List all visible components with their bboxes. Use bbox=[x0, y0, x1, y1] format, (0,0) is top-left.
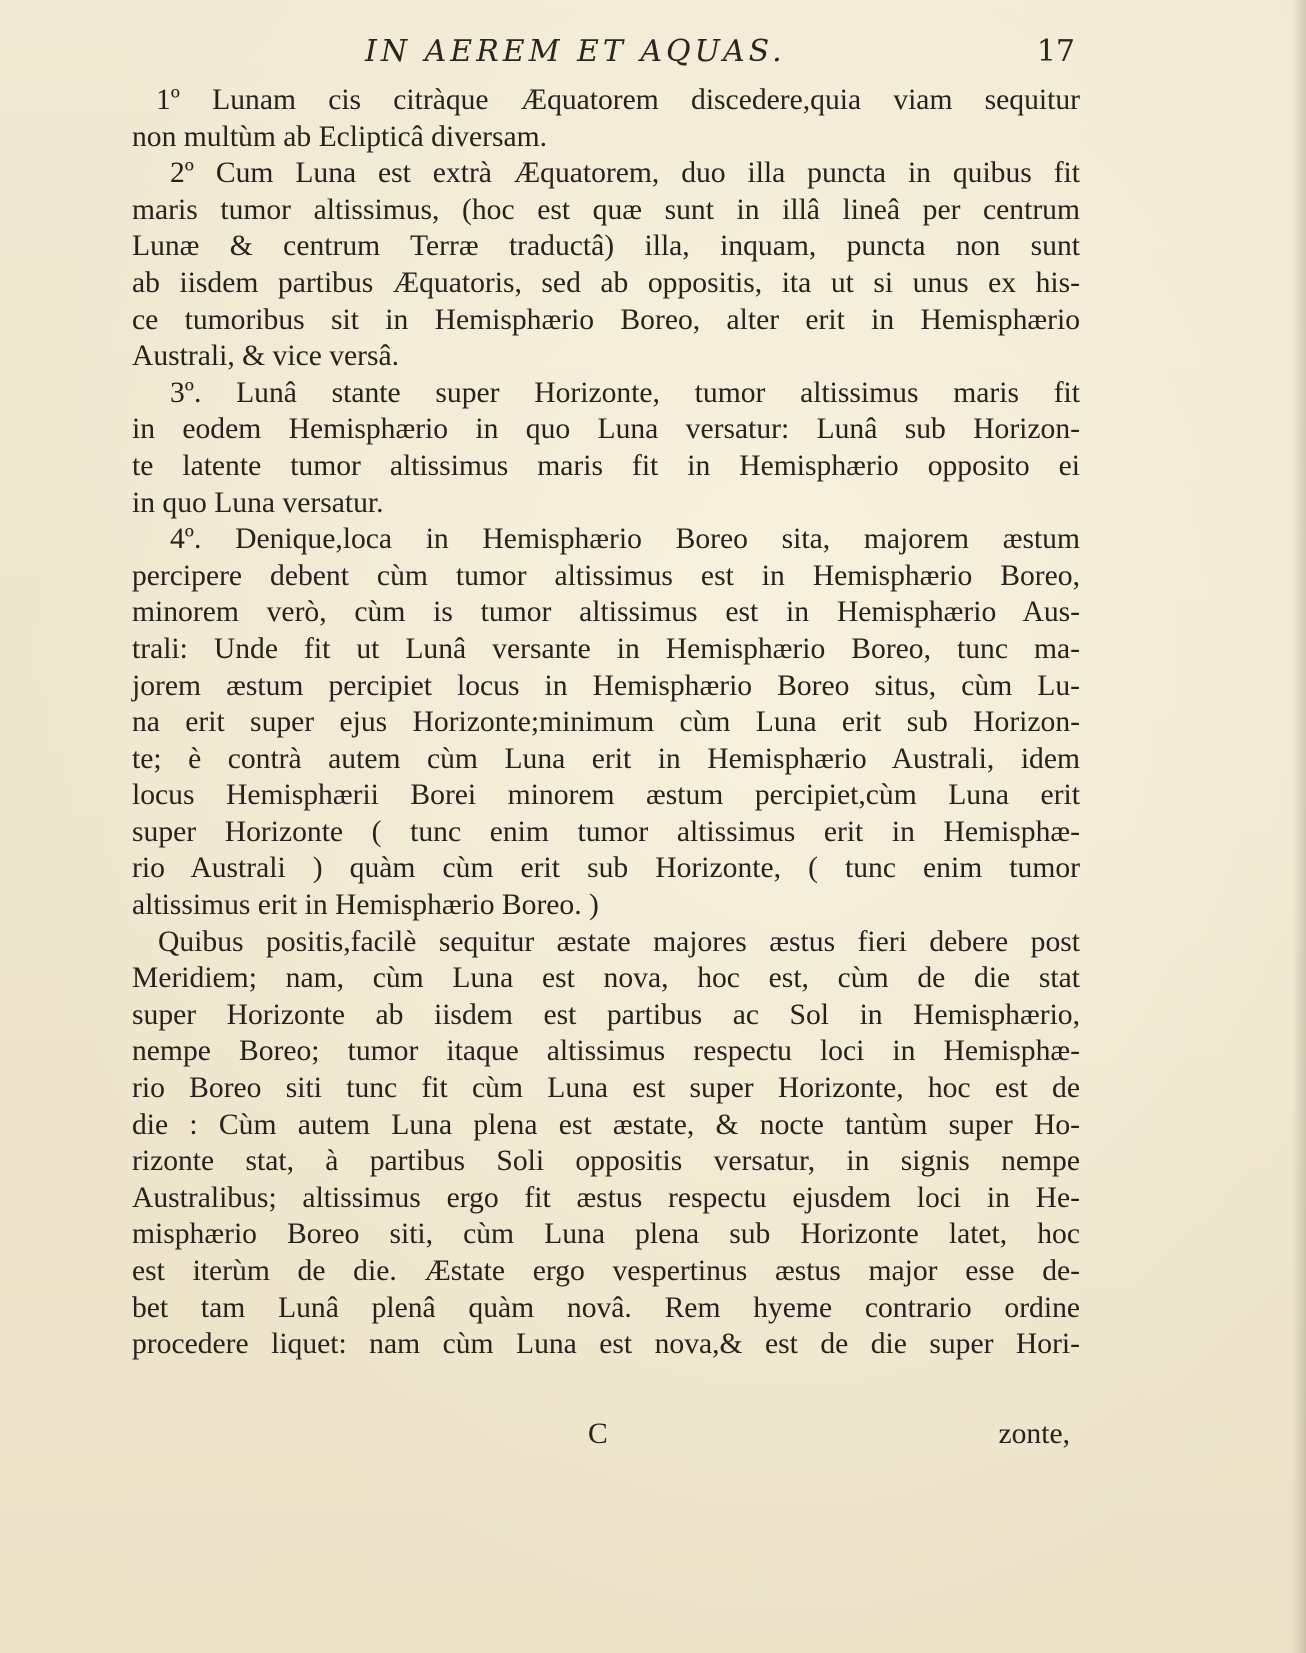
text-line: rizonte stat, à partibus Soli oppositis versatur, in signis nempe bbox=[132, 1145, 1080, 1178]
text-line: trali: Unde fit ut Lunâ versante in Hemisphærio Boreo, tunc ma- bbox=[132, 632, 1080, 665]
text-line: est iterùm de die. Æstate ergo vespertinus æstus major esse de- bbox=[132, 1255, 1080, 1287]
text-line: 3º. Lunâ stante super Horizonte, tumor altissimus maris fit bbox=[170, 376, 1080, 409]
text-line: te; è contrà autem cùm Luna erit in Hemisphærio Australi, idem bbox=[132, 742, 1080, 775]
text-line: super Horizonte ( tunc enim tumor altissimus erit in Hemisphæ- bbox=[132, 815, 1080, 848]
page-number: 17 bbox=[1036, 34, 1075, 69]
text-line: rio Australi ) quàm cùm erit sub Horizonte, ( tunc enim tumor bbox=[132, 852, 1080, 885]
text-line: ce tumoribus sit in Hemisphærio Boreo, alter erit in Hemisphærio bbox=[132, 303, 1080, 336]
text-line: misphærio Boreo siti, cùm Luna plena sub Horizonte latet, hoc bbox=[132, 1218, 1080, 1251]
page-footer bbox=[132, 1418, 1080, 1458]
text-line: Quibus positis,facilè sequitur æstate majores æstus fieri debere post bbox=[158, 925, 1080, 958]
page-header bbox=[135, 28, 1085, 78]
text-line: bet tam Lunâ plenâ quàm novâ. Rem hyeme contrario ordine bbox=[132, 1291, 1080, 1324]
text-line: non multùm ab Eclipticâ diversam. bbox=[132, 120, 548, 153]
text-line: maris tumor altissimus, (hoc est quæ sunt in illâ lineâ per centrum bbox=[132, 193, 1080, 226]
running-head: IN AEREM ET AQUAS. bbox=[365, 34, 786, 69]
text-line: ab iisdem partibus Æquatoris, sed ab oppositis, ita ut si unus ex his- bbox=[132, 266, 1080, 299]
text-line: 1º Lunam cis citràque Æquatorem discedere,quia viam sequitur bbox=[156, 84, 1080, 116]
text-line: Meridiem; nam, cùm Luna est nova, hoc est, cùm de die stat bbox=[132, 962, 1080, 995]
text-line: in quo Luna versatur. bbox=[132, 486, 384, 519]
text-line: rio Boreo siti tunc fit cùm Luna est super Horizonte, hoc est de bbox=[132, 1072, 1080, 1105]
text-line: procedere liquet: nam cùm Luna est nova,& est de die super Hori- bbox=[132, 1328, 1080, 1361]
page-edge-shadow bbox=[1292, 0, 1306, 1653]
text-line: Lunæ & centrum Terræ traductâ) illa, inquam, puncta non sunt bbox=[132, 230, 1080, 263]
text-line: minorem verò, cùm is tumor altissimus est in Hemisphærio Aus- bbox=[132, 596, 1080, 629]
text-line: percipere debent cùm tumor altissimus est in Hemisphærio Boreo, bbox=[132, 559, 1080, 592]
signature-mark: C bbox=[588, 1418, 608, 1450]
text-line: Australibus; altissimus ergo fit æstus respectu ejusdem loci in He- bbox=[132, 1181, 1080, 1214]
text-line: locus Hemisphærii Borei minorem æstum percipiet,cùm Luna erit bbox=[132, 779, 1080, 812]
text-line: super Horizonte ab iisdem est partibus ac Sol in Hemisphærio, bbox=[132, 998, 1080, 1031]
text-line: 2º Cum Luna est extrà Æquatorem, duo illa puncta in quibus fit bbox=[170, 157, 1080, 190]
catchword: zonte, bbox=[998, 1418, 1070, 1450]
text-line: Australi, & vice versâ. bbox=[132, 340, 400, 373]
text-line: in eodem Hemisphærio in quo Luna versatur: Lunâ sub Horizon- bbox=[132, 413, 1080, 446]
text-line: na erit super ejus Horizonte;minimum cùm Luna erit sub Horizon- bbox=[132, 706, 1080, 739]
text-line: te latente tumor altissimus maris fit in Hemisphærio opposito ei bbox=[132, 449, 1080, 482]
body-text bbox=[132, 82, 1080, 1363]
text-line: nempe Boreo; tumor itaque altissimus respectu loci in Hemisphæ- bbox=[132, 1035, 1080, 1068]
text-line: altissimus erit in Hemisphærio Boreo. ) bbox=[132, 889, 599, 922]
text-line: 4º. Denique,loca in Hemisphærio Boreo sita, majorem æstum bbox=[170, 523, 1080, 556]
text-line: die : Cùm autem Luna plena est æstate, & nocte tantùm super Ho- bbox=[132, 1108, 1080, 1141]
text-line: jorem æstum percipiet locus in Hemisphærio Boreo situs, cùm Lu- bbox=[132, 669, 1080, 702]
